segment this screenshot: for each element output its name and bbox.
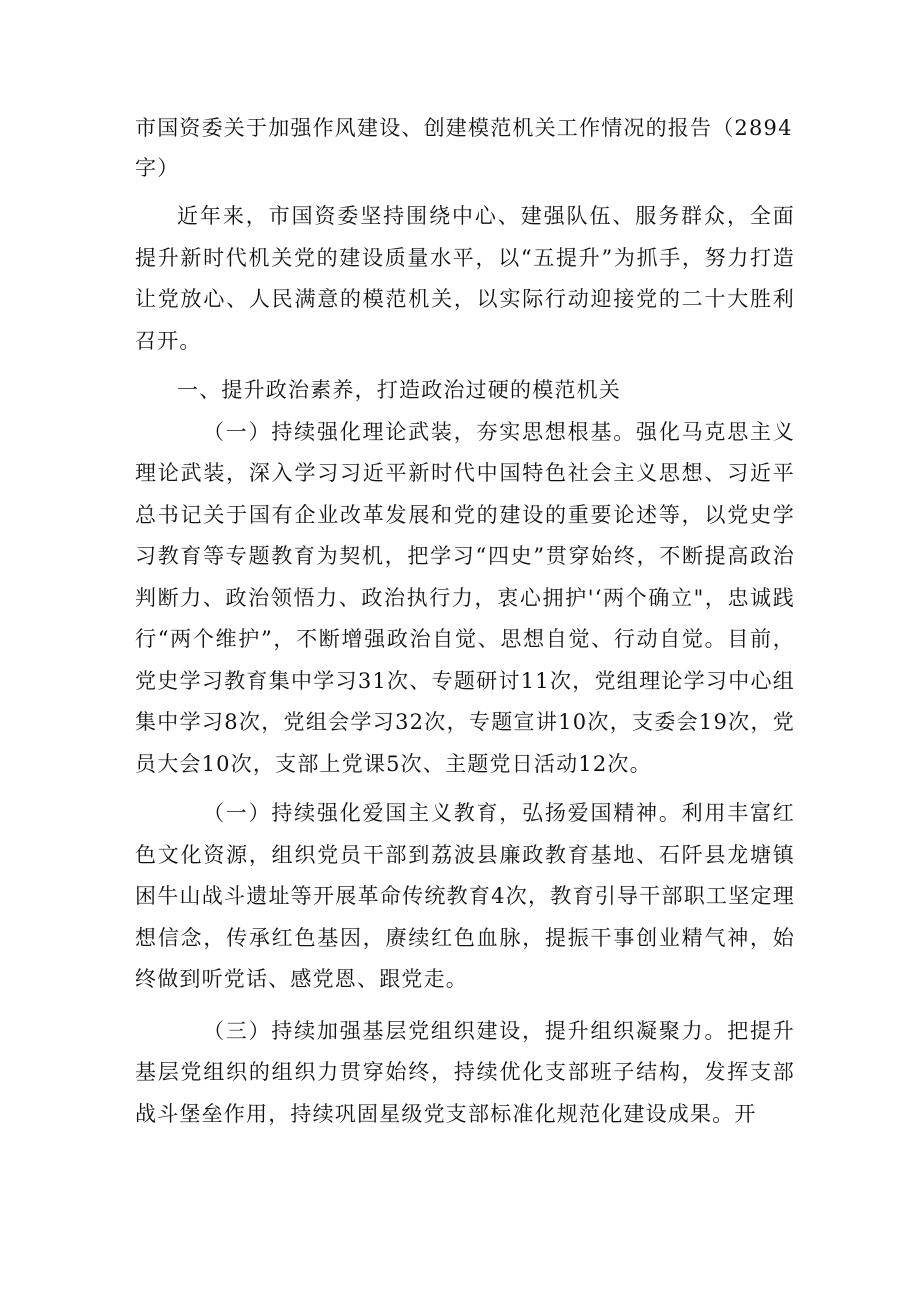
subsection-paragraph-2: （一）持续强化爱国主义教育，弘扬爱国精神。利用丰富红色文化资源，组织党员干部到荔波县廉政教育基地、石阡县龙塘镇困牛山战斗遗址等开展革命传统教育4次，教育引导干部职工坚定理想信念，传承红色基因，赓续红色血脉，提振干事创业精气神，始终做到听党话、感党恩、跟党走。: [135, 801, 795, 991]
document-body: [135, 108, 795, 1135]
subsection-paragraph-3: （三）持续加强基层党组织建设，提升组织凝聚力。把提升基层党组织的组织力贯穿始终，持续优化支部班子结构，发挥支部战斗堡垒作用，持续巩固星级党支部标准化规范化建设成果。开: [135, 1018, 795, 1126]
subsection-paragraph-1: （一）持续强化理论武装，夯实思想根基。强化马克思主义理论武装，深入学习习近平新时代中国特色社会主义思想、习近平总书记关于国有企业改革发展和党的建设的重要论述等，以党史学习教育等专题教育为契机，把学习“四史”贯穿始终，不断提高政治判断力、政治领悟力、政治执行力，衷心拥护'‘两个确立"，忠诚践行“两个维护”，不断增强政治自觉、思想自觉、行动自觉。目前，党史学习教育集中学习31次、专题研讨11次，党组理论学习中心组集中学习8次，党组会学习32次，专题宣讲10次，支委会19次，党员大会10次，支部上党课5次、主题党日活动12次。: [135, 419, 795, 776]
document-title: 市国资委关于加强作风建设、创建模范机关工作情况的报告（2894字）: [135, 116, 793, 180]
intro-paragraph: 近年来，市国资委坚持围绕中心、建强队伍、服务群众，全面提升新时代机关党的建设质量水平，以“五提升”为抓手，努力打造让党放心、人民满意的模范机关，以实际行动迎接党的二十大胜利召开。: [135, 204, 795, 353]
section-heading-1: 一、提升政治素养，打造政治过硬的模范机关: [177, 378, 621, 402]
